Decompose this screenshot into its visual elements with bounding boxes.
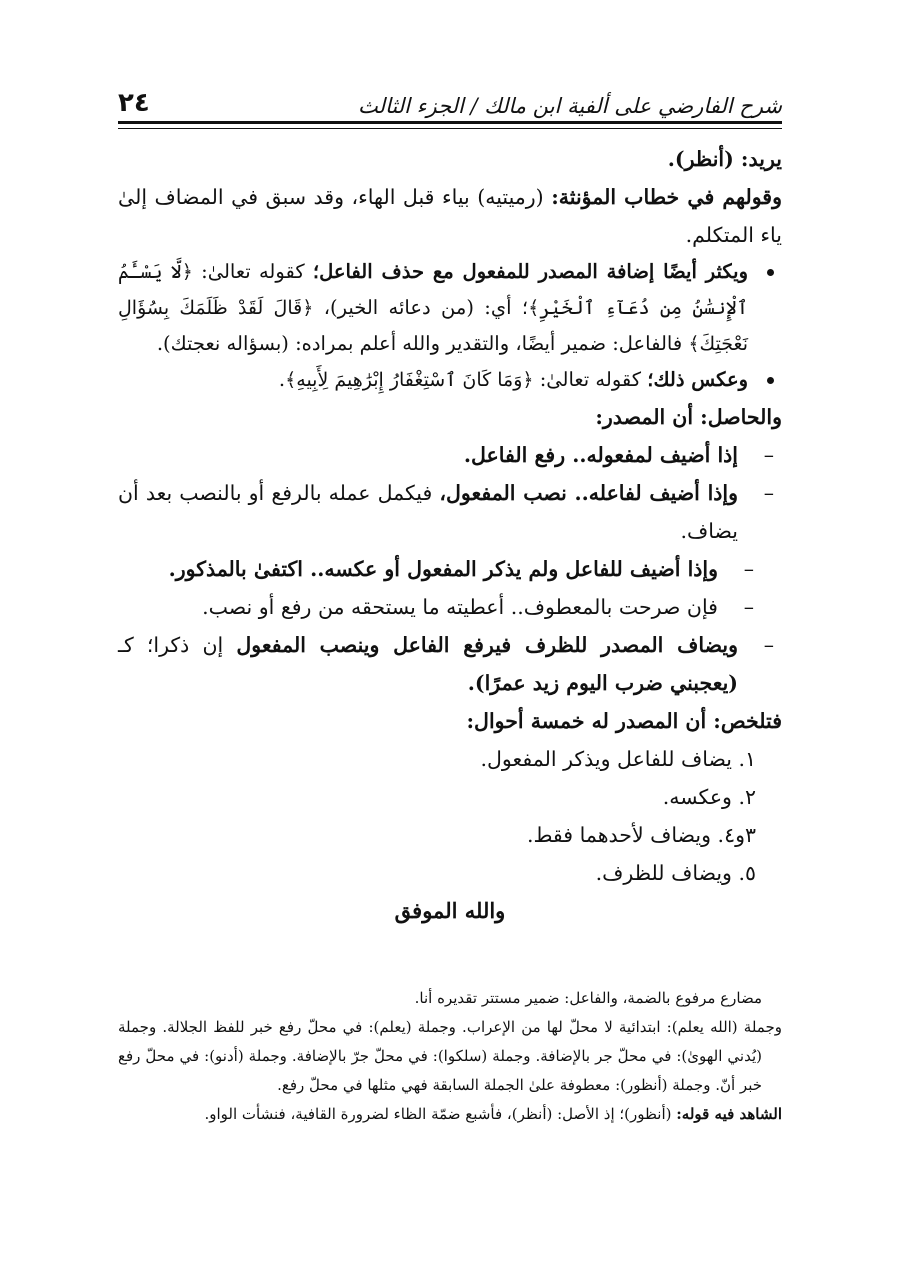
main-text bbox=[118, 140, 782, 930]
dash-text: إن ذكرا؛ كـ bbox=[118, 633, 237, 657]
bullet-item-object-idafa bbox=[118, 254, 782, 362]
quran-verse: ﴿لَّا يَسْـَٔمُ ٱلْإِنسَٰنُ مِن دُعَآءِ ٱلْخَيْرِ﴾ bbox=[118, 261, 748, 319]
dash-item-4 bbox=[118, 588, 782, 626]
footnote-line-1: مضارع مرفوع بالضمة، والفاعل: ضمير مستتر تقديره أنا. bbox=[414, 989, 762, 1007]
numbered-item-3: ٣و٤. ويضاف لأحدهما فقط. bbox=[526, 823, 756, 847]
footnote-line-2: وجملة (الله يعلم): ابتدائية لا محلّ لها من الإعراب. وجملة (يعلم): في محلّ رفع خبر للفظ الجلالة. وجملة (يُدني الهوىٰ): في محلّ جر بالإضافة. وجملة (سلكوا): في محلّ جرّ بالإضافة. وجملة (أدنو): في محلّ رفع خبر أنّ. وجملة (أنظور): معطوفة علىٰ الجملة السابقة فهي مثلها في محلّ رفع. bbox=[118, 1018, 782, 1094]
footnote-lead: الشاهد فيه قوله: bbox=[676, 1105, 782, 1123]
numbered-item-4: ٥. ويضاف للظرف. bbox=[595, 861, 756, 885]
numbered-item-1: ١. يضاف للفاعل ويذكر المفعول. bbox=[480, 747, 756, 771]
dash-list bbox=[118, 436, 782, 702]
dash-item-3 bbox=[118, 550, 782, 588]
conclusion-heading: فتلخص: أن المصدر له خمسة أحوال: bbox=[466, 709, 782, 733]
dash-text: وإذا أضيف لفاعله.. نصب المفعول، bbox=[439, 481, 738, 505]
bullet-text: . bbox=[278, 368, 286, 391]
bullet-lead: وعكس ذلك؛ bbox=[647, 368, 748, 391]
dash-marker: – bbox=[763, 481, 774, 505]
dash-text: إذا أضيف لمفعوله.. رفع الفاعل. bbox=[463, 443, 738, 467]
numbered-item-2: ٢. وعكسه. bbox=[662, 785, 756, 809]
quran-verse: ﴿وَمَا كَانَ ٱسْتِغْفَارُ إِبْرَٰهِيمَ لِأَبِيهِ﴾ bbox=[285, 369, 534, 391]
muannatha-text: (رميتيه) بياء قبل الهاء، وقد سبق في المضاف إلىٰ ياء المتكلم. bbox=[118, 185, 782, 247]
muannatha-lead: وقولهم في خطاب المؤنثة: bbox=[551, 185, 783, 209]
bullet-item-reverse bbox=[118, 362, 782, 398]
header-rule-thick bbox=[118, 121, 782, 124]
footnote-line-3 bbox=[118, 1100, 782, 1129]
dash-text: فيكمل عمله بالرفع أو بالنصب بعد أن يضاف. bbox=[118, 481, 738, 543]
running-title: شرح الفارضي على ألفية ابن مالك / الجزء الثالث bbox=[357, 94, 782, 118]
dash-item-1 bbox=[118, 436, 782, 474]
bullet-list bbox=[118, 254, 782, 398]
footnotes bbox=[118, 984, 782, 1129]
dash-marker: – bbox=[763, 443, 774, 467]
page-number: ٢٤ bbox=[118, 88, 150, 118]
bullet-text: ؛ أي: (من دعائه الخير)، bbox=[313, 296, 529, 319]
bullet-dot bbox=[767, 377, 774, 384]
dash-text: فإن صرحت بالمعطوف.. أعطيته ما يستحقه من رفع أو نصب. bbox=[202, 595, 718, 619]
paragraph-yurid-text: يريد: (أنظر). bbox=[667, 147, 782, 171]
summary-heading: والحاصل: أن المصدر: bbox=[595, 405, 782, 429]
bullet-text: فالفاعل: ضمير أيضًا، والتقدير والله أعلم بمراده: (بسؤاله نعجتك). bbox=[156, 332, 689, 355]
paragraph-muannatha bbox=[118, 178, 782, 254]
header-rule-thin bbox=[118, 128, 782, 129]
dash-marker: – bbox=[763, 633, 774, 657]
paragraph-yurid bbox=[118, 140, 782, 178]
dash-text: ويضاف المصدر للظرف فيرفع الفاعل وينصب المفعول bbox=[236, 633, 738, 657]
bullet-lead: ويكثر أيضًا إضافة المصدر للمفعول مع حذف الفاعل؛ bbox=[312, 260, 748, 283]
closing-phrase: والله الموفق bbox=[394, 898, 506, 923]
bullet-text: كقوله تعالىٰ: bbox=[192, 260, 313, 283]
page-header bbox=[118, 72, 782, 118]
dash-text: (يعجبني ضرب اليوم زيد عمرًا). bbox=[467, 671, 738, 695]
quran-verse: ﴿قَالَ لَقَدْ ظَلَمَكَ بِسُؤَالِ نَعْجَتِكَ﴾ bbox=[118, 297, 748, 355]
dash-item-5 bbox=[118, 626, 782, 702]
numbered-list bbox=[118, 740, 782, 892]
bullet-dot bbox=[767, 269, 774, 276]
footnote-text: (أنظور)؛ إذ الأصل: (أنظر)، فأشبع ضمّة الظاء لضرورة القافية، فنشأت الواو. bbox=[204, 1105, 677, 1123]
dash-marker: – bbox=[743, 595, 754, 619]
dash-text: وإذا أضيف للفاعل ولم يذكر المفعول أو عكسه.. اكتفىٰ بالمذكور. bbox=[168, 557, 718, 581]
dash-item-2 bbox=[118, 474, 782, 550]
dash-marker: – bbox=[743, 557, 754, 581]
bullet-text: كقوله تعالىٰ: bbox=[533, 368, 648, 391]
